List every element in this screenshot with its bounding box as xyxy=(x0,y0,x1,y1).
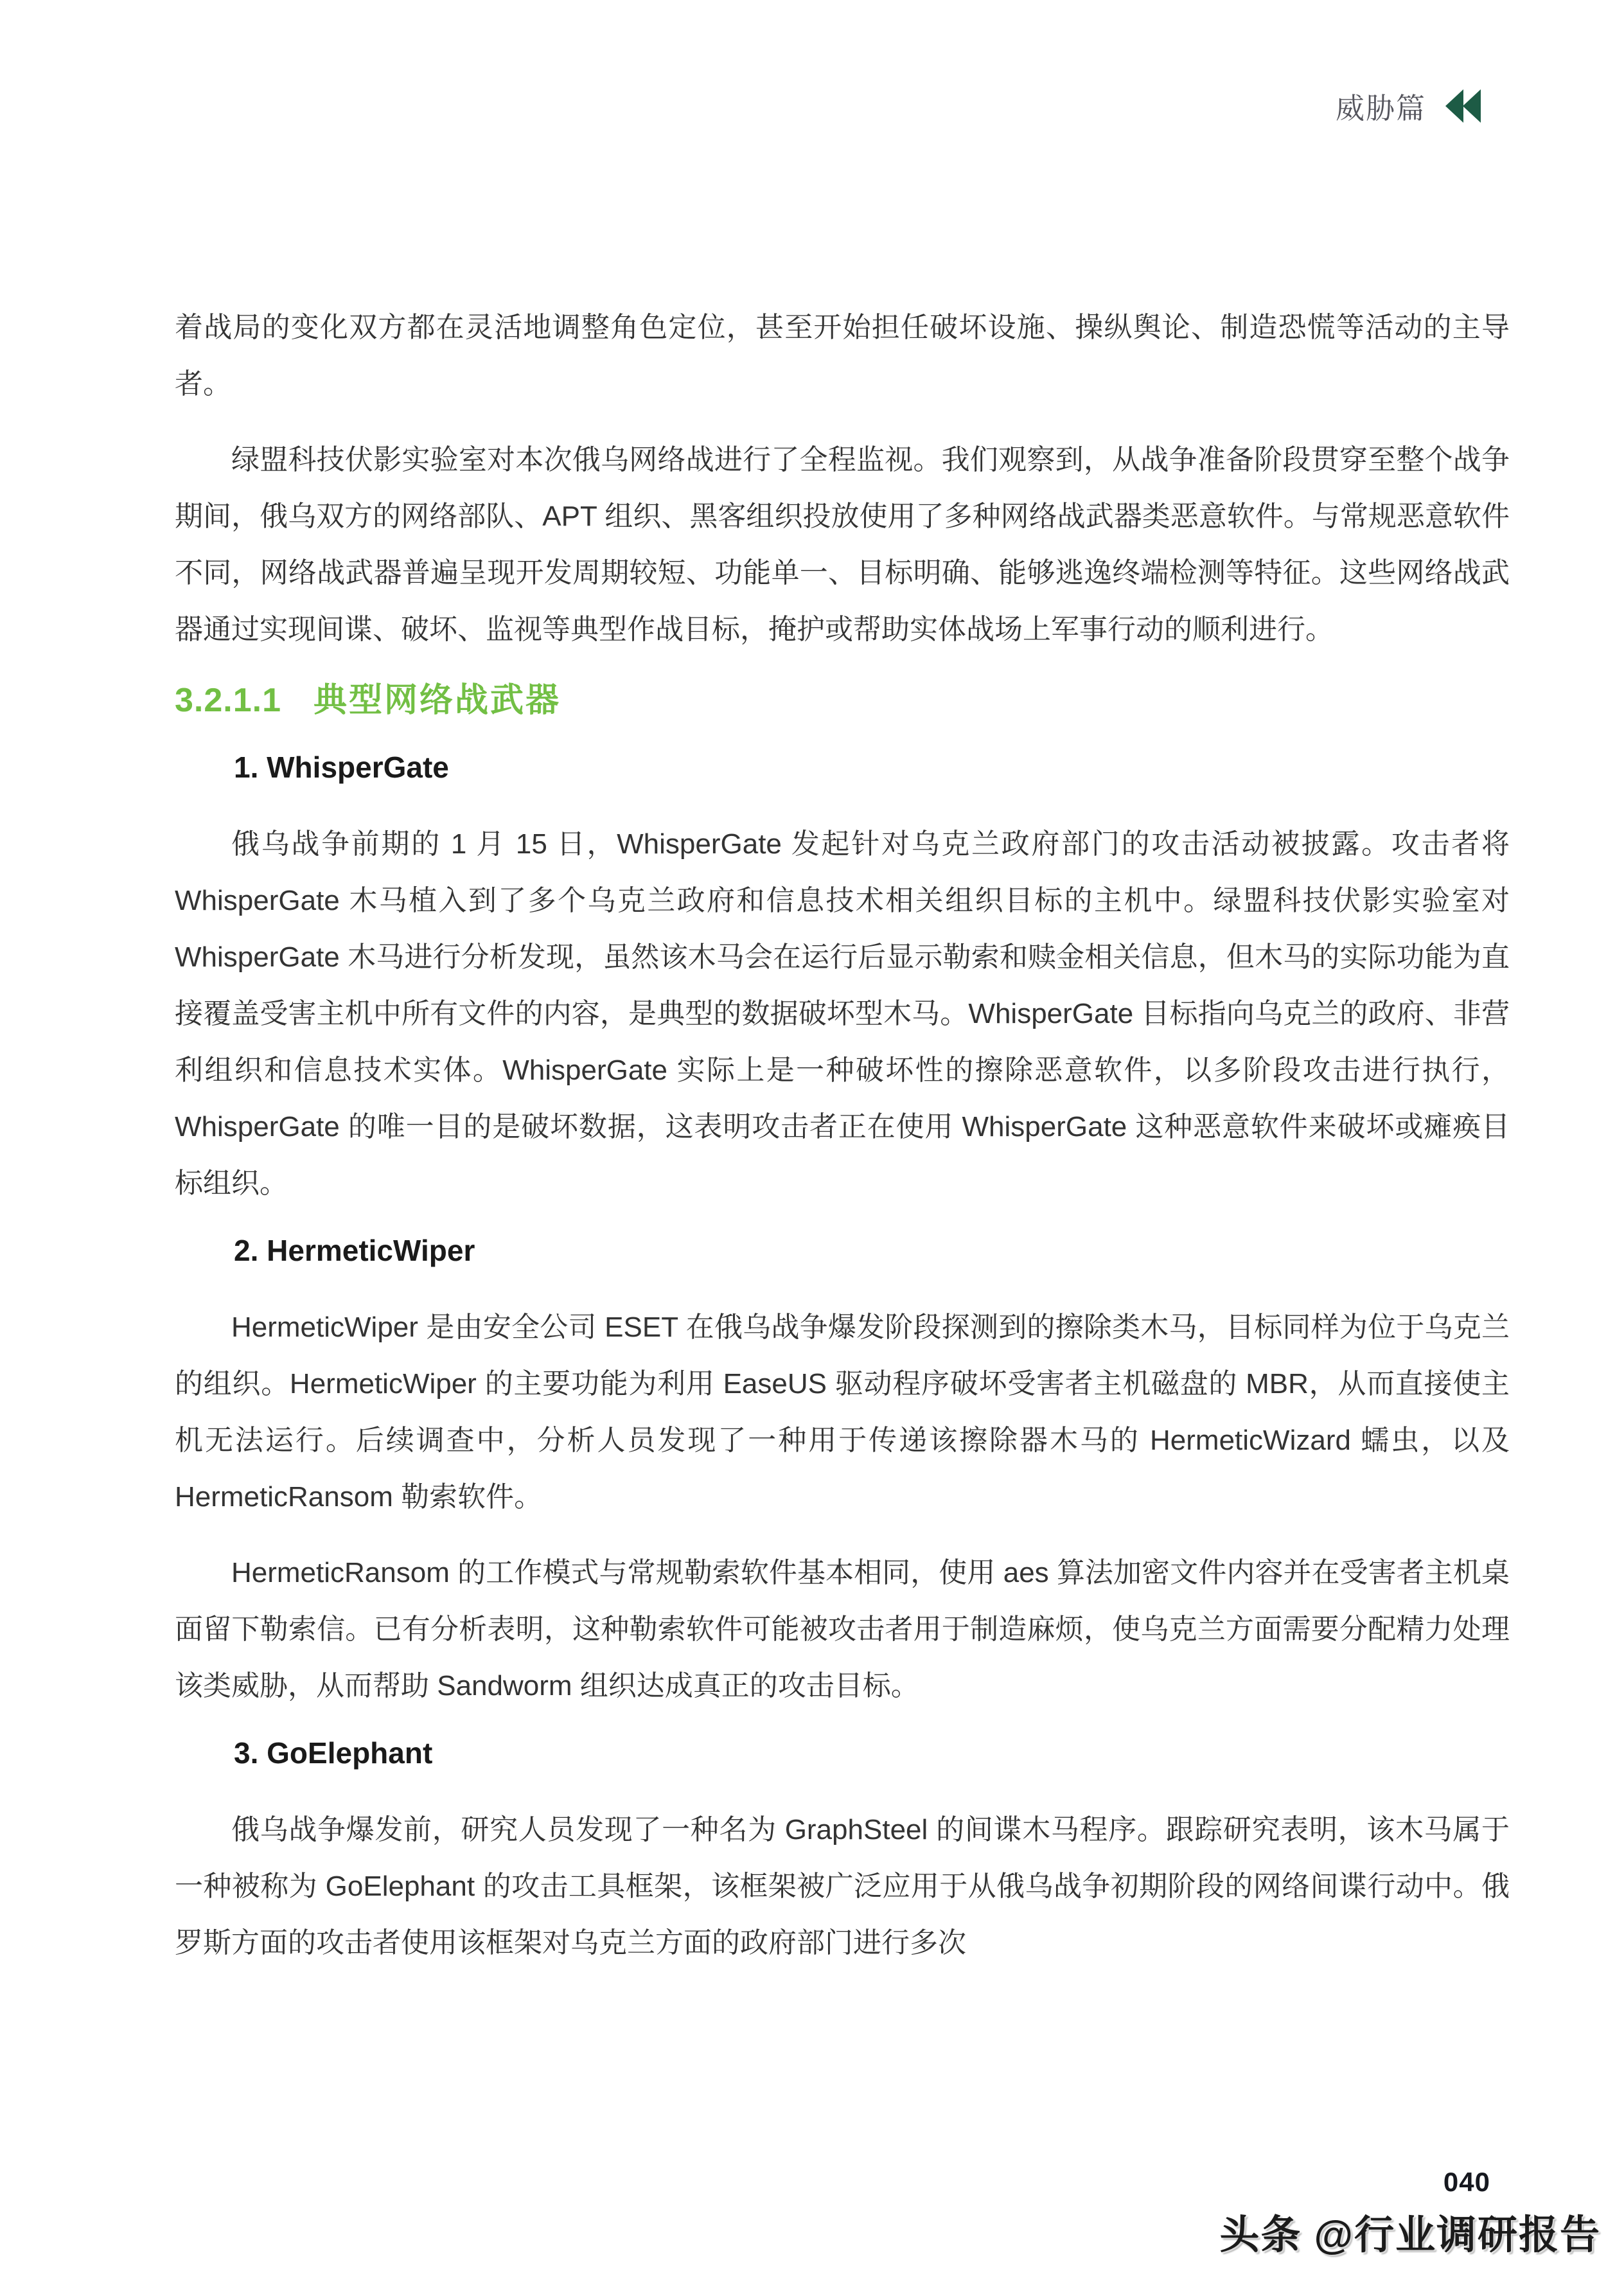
section-heading xyxy=(175,677,1510,724)
subsection-heading-whispergate: 1. WhisperGate xyxy=(234,751,449,784)
page-number: 040 xyxy=(1443,2167,1490,2197)
paragraph-lab-monitoring: 绿盟科技伏影实验室对本次俄乌网络战进行了全程监视。我们观察到，从战争准备阶段贯穿至整个战争期间，俄乌双方的网络部队、APT 组织、黑客组织投放使用了多种网络战武器类恶意软件。与常规恶意软件不同，网络战武器普遍呈现开发周期较短、功能单一、目标明确、能够逃逸终端检测等特征。这些网络战武器通过实现间谍、破坏、监视等典型作战目标，掩护或帮助实体战场上军事行动的顺利进行。 xyxy=(175,444,1510,645)
paragraph-goelephant: 俄乌战争爆发前，研究人员发现了一种名为 GraphSteel 的间谍木马程序。跟踪研究表明，该木马属于一种被称为 GoElephant 的攻击工具框架，该框架被广泛应用于从俄乌战争初期阶段的网络间谍行动中。俄罗斯方面的攻击者使用该框架对乌克兰方面的政府部门进行多次 xyxy=(175,1814,1510,1959)
section-title: 典型网络战武器 xyxy=(313,682,561,719)
paragraph-whispergate: 俄乌战争前期的 1 月 15 日，WhisperGate 发起针对乌克兰政府部门的攻击活动被披露。攻击者将 WhisperGate 木马植入到了多个乌克兰政府和信息技术相关组织目标的主机中。绿盟科技伏影实验室对 WhisperGate 木马进行分析发现，虽然该木马会在运行后显示勒索和赎金相关信息，但木马的实际功能为直接覆盖受害主机中所有文件的内容，是典型的数据破坏型木马。WhisperGate 目标指向乌克兰的政府、非营利组织和信息技术实体。WhisperGate 实际上是一种破坏性的擦除恶意软件，以多阶段攻击进行执行，WhisperGate 的唯一目的是破坏数据，这表明攻击者正在使用 WhisperGate 这种恶意软件来破坏或瘫痪目标组织。 xyxy=(175,828,1510,1199)
subsection-heading-hermeticwiper: 2. HermeticWiper xyxy=(234,1234,475,1267)
chapter-tab-label: 威胁篇 xyxy=(1335,92,1426,125)
paragraph-hermeticransom: HermeticRansom 的工作模式与常规勒索软件基本相同，使用 aes 算法加密文件内容并在受害者主机桌面留下勒索信。已有分析表明，这种勒索软件可能被攻击者用于制造麻烦，使乌克兰方面需要分配精力处理该类威胁，从而帮助 Sandworm 组织达成真正的攻击目标。 xyxy=(175,1557,1510,1702)
watermark: 头条 @行业调研报告 xyxy=(1219,2213,1601,2257)
paragraph-hermeticwiper: HermeticWiper 是由安全公司 ESET 在俄乌战争爆发阶段探测到的擦除类木马，目标同样为位于乌克兰的组织。HermeticWiper 的主要功能为利用 EaseUS 驱动程序破坏受害者主机磁盘的 MBR，从而直接使主机无法运行。后续调查中，分析人员发现了一种用于传递该擦除器木马的 HermeticWizard 蠕虫，以及 HermeticRansom 勒索软件。 xyxy=(175,1311,1510,1513)
subsection-heading-goelephant: 3. GoElephant xyxy=(234,1736,433,1770)
paragraph-roles-shift: 着战局的变化双方都在灵活地调整角色定位，甚至开始担任破坏设施、操纵舆论、制造恐慌等活动的主导者。 xyxy=(175,312,1510,400)
section-number: 3.2.1.1 xyxy=(175,682,282,719)
